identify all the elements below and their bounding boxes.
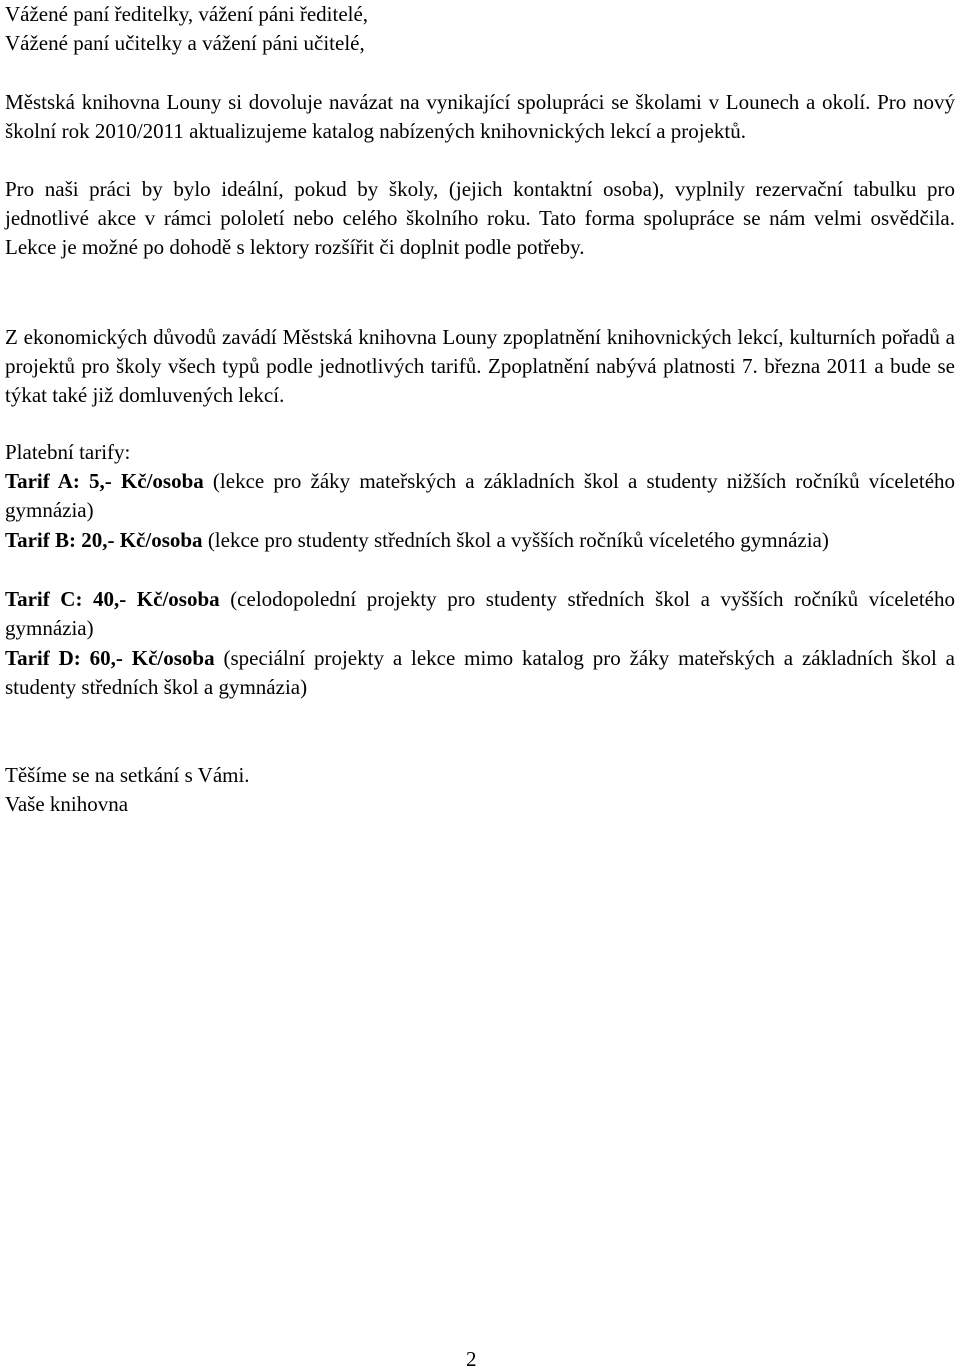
tariff-b (5, 526, 955, 555)
tariff-c-label: Tarif C: 40,- Kč/osoba (5, 587, 220, 611)
greeting-teachers: Vážené paní učitelky a vážení páni učitelé, (5, 31, 365, 55)
tariff-d-description: (speciální projekty a lekce mimo katalog pro žáky mateřských a základních škol a studenty středních škol a gymnázia) (5, 646, 955, 699)
intro-paragraph: Městská knihovna Louny si dovoluje navázat na vynikající spolupráci se školami v Lounech a okolí. Pro nový školní rok 2010/2011 aktualizujeme katalog nabízených knihovnických lekcí a projektů. (5, 90, 955, 143)
tariff-a (5, 467, 955, 525)
tariff-c-description: (celodopolední projekty pro studenty středních škol a vyšších ročníků víceletého gymnázia) (5, 587, 955, 640)
tariff-b-label: Tarif B: 20,- Kč/osoba (5, 528, 203, 552)
tariffs-heading: Platební tarify: (5, 440, 131, 464)
tariff-d-label: Tarif D: 60,- Kč/osoba (5, 646, 215, 670)
tariff-a-description: (lekce pro žáky mateřských a základních škol a studenty nižších ročníků víceletého gymnázia) (5, 469, 956, 522)
closing-signature: Vaše knihovna (5, 792, 129, 816)
fees-paragraph: Z ekonomických důvodů zavádí Městská knihovna Louny zpoplatnění knihovnických lekcí, kulturních pořadů a projektů pro školy všech typů podle jednotlivých tarifů. Zpoplatnění nabývá platnosti 7. března 2011 a bude se týkat také již domluvených lekcí. (5, 325, 955, 407)
greeting-directors: Vážené paní ředitelky, vážení páni ředitelé, (5, 2, 369, 26)
tariff-c (5, 585, 955, 643)
tariff-d (5, 644, 955, 702)
tariff-a-label: Tarif A: 5,- Kč/osoba (5, 469, 204, 493)
tariff-b-description: (lekce pro studenty středních škol a vyšších ročníků víceletého gymnázia) (202, 528, 829, 552)
page-number: 2 (466, 1347, 477, 1371)
reservation-paragraph: Pro naši práci by bylo ideální, pokud by školy, (jejich kontaktní osoba), vyplnily rezervační tabulku pro jednotlivé akce v rámci pololetí nebo celého školního roku. Tato forma spolupráce se nám velmi osvědčila. Lekce je možné po dohodě s lektory rozšířit či doplnit podle potřeby. (5, 177, 955, 259)
closing-greeting: Těšíme se na setkání s Vámi. (5, 763, 250, 787)
